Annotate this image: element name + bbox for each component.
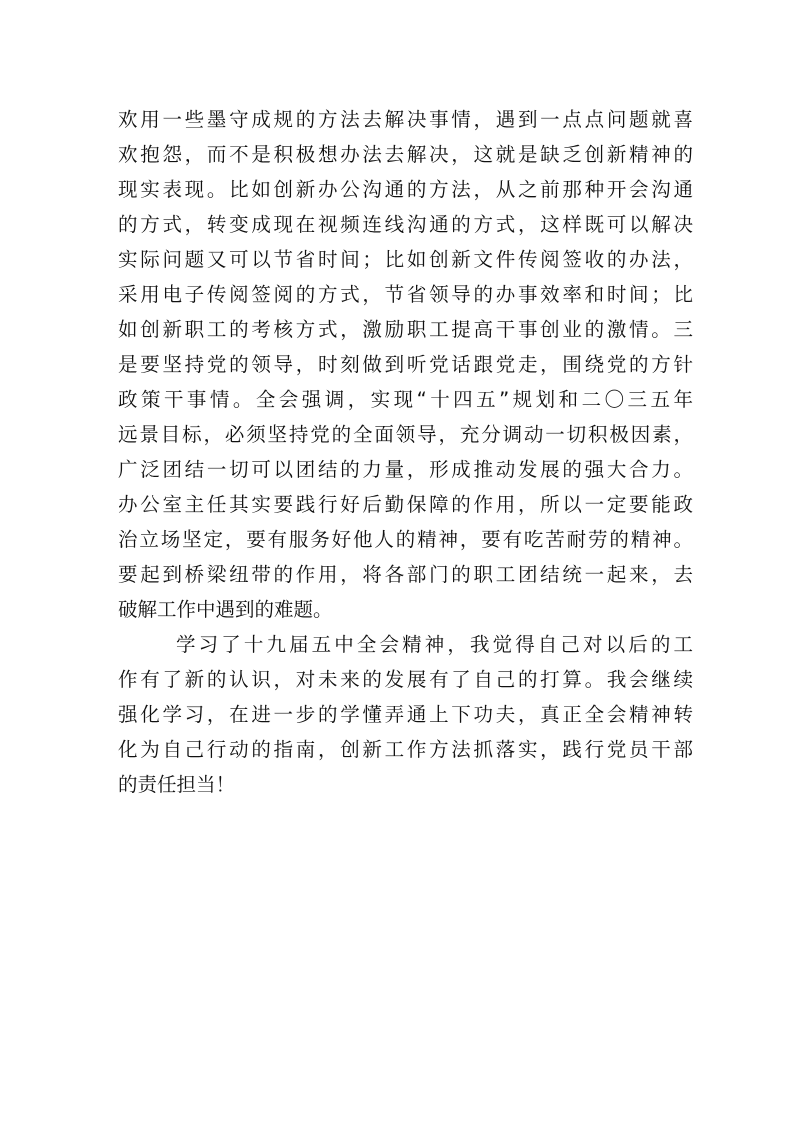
text-line: 化为自己行动的指南，创新工作方法抓落实，践行党员干部 <box>118 738 693 761</box>
text-line: 办公室主任其实要践行好后勤保障的作用，所以一定要能政 <box>118 493 693 516</box>
text-line: 的责任担当！ <box>118 773 236 796</box>
text-line: 采用电子传阅签阅的方式，节省领导的办事效率和时间；比 <box>118 283 693 306</box>
text-line: 的方式，转变成现在视频连线沟通的方式，这样既可以解决 <box>118 213 693 236</box>
text-line: 政策干事情。全会强调，实现“十四五”规划和二〇三五年 <box>118 388 693 411</box>
text-line: 学习了十九届五中全会精神，我觉得自己对以后的工 <box>176 633 693 656</box>
text-line: 破解工作中遇到的难题。 <box>118 598 333 621</box>
text-line: 广泛团结一切可以团结的力量，形成推动发展的强大合力。 <box>118 458 693 481</box>
text-line: 实际问题又可以节省时间；比如创新文件传阅签收的办法， <box>118 248 693 271</box>
text-line: 欢抱怨，而不是积极想办法去解决，这就是缺乏创新精神的 <box>118 143 693 166</box>
text-line: 现实表现。比如创新办公沟通的方法，从之前那种开会沟通 <box>118 178 693 201</box>
text-line: 如创新职工的考核方式，激励职工提高干事创业的激情。三 <box>118 318 693 341</box>
text-line: 治立场坚定，要有服务好他人的精神，要有吃苦耐劳的精神。 <box>118 528 693 551</box>
body-text <box>118 102 693 802</box>
text-line: 远景目标，必须坚持党的全面领导，充分调动一切积极因素， <box>118 423 693 446</box>
paragraph <box>118 627 693 802</box>
text-line: 是要坚持党的领导，时刻做到听党话跟党走，围绕党的方针 <box>118 353 693 376</box>
text-line: 作有了新的认识，对未来的发展有了自己的打算。我会继续 <box>118 668 693 691</box>
text-line: 强化学习，在进一步的学懂弄通上下功夫，真正全会精神转 <box>118 703 693 726</box>
paragraph <box>118 102 693 627</box>
text-line: 要起到桥梁纽带的作用，将各部门的职工团结统一起来，去 <box>118 563 693 586</box>
text-line: 欢用一些墨守成规的方法去解决事情，遇到一点点问题就喜 <box>118 108 693 131</box>
